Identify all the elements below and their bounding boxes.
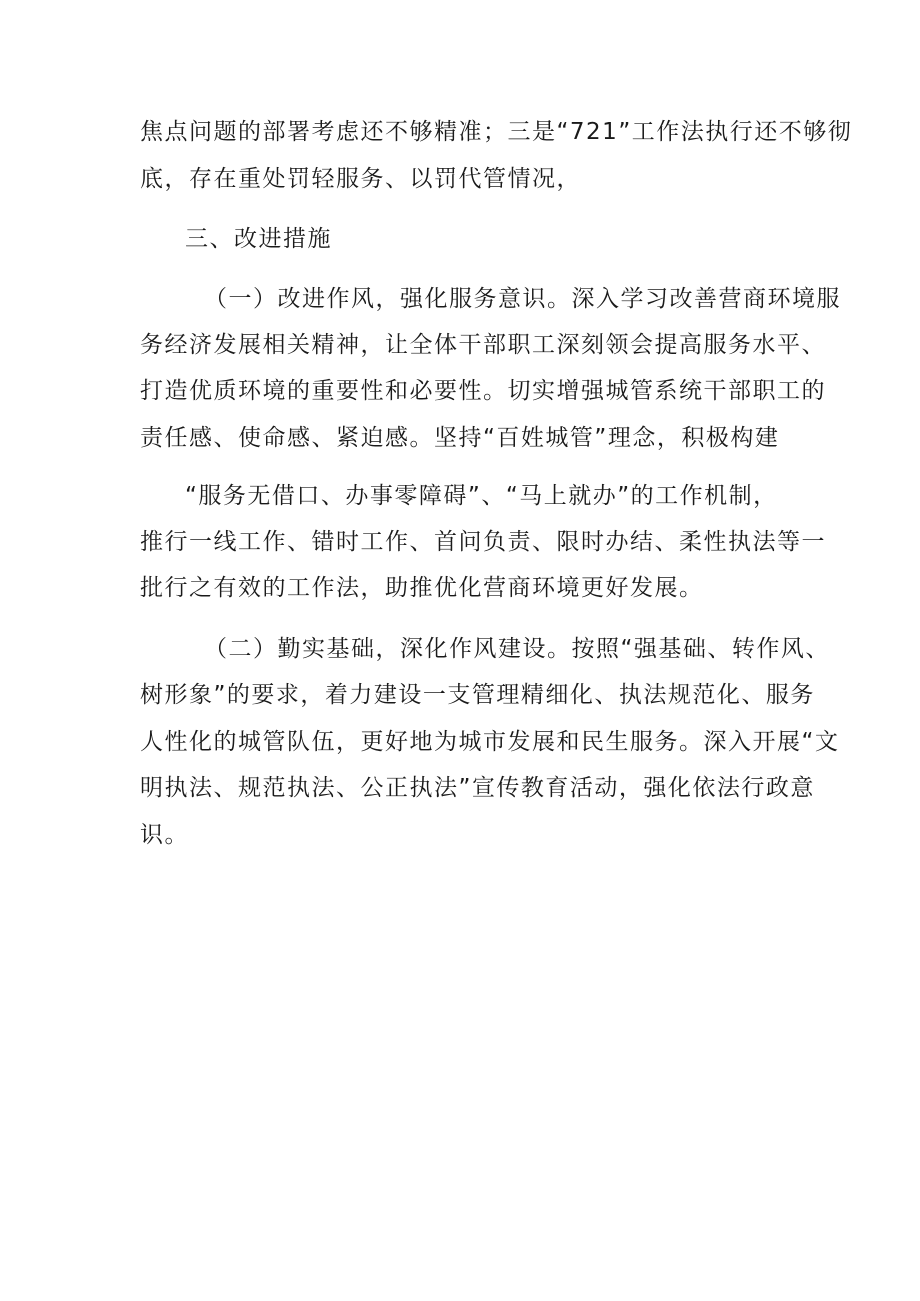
paragraph-line: （二）勤实基础，深化作风建设。按照“强基础、转作风、 — [204, 636, 830, 662]
paragraph-line: 务经济发展相关精神，让全体干部职工深刻领会提高服务水平、 — [140, 332, 826, 358]
paragraph-line: 批行之有效的工作法，助推优化营商环境更好发展。 — [140, 575, 704, 601]
paragraph-line: “服务无借口、办事零障碍”、“马上就办”的工作机制， — [185, 483, 778, 509]
paragraph-line: 人性化的城管队伍，更好地为城市发展和民生服务。深入开展“文 — [140, 729, 840, 755]
paragraph-line: 责任感、使命感、紧迫感。坚持“百姓城管”理念，积极构建 — [140, 425, 780, 451]
paragraph-line: 打造优质环境的重要性和必要性。切实增强城管系统干部职工的 — [140, 378, 826, 404]
section-heading: 三、改进措施 — [185, 226, 332, 252]
paragraph-line: 推行一线工作、错时工作、首问负责、限时办结、柔性执法等一 — [140, 529, 826, 555]
paragraph-line: 树形象”的要求，着力建设一支管理精细化、执法规范化、服务 — [140, 682, 815, 708]
paragraph-line: 底，存在重处罚轻服务、以罚代管情况， — [140, 166, 581, 192]
paragraph-line: 识。 — [140, 822, 189, 848]
paragraph-line: 焦点问题的部署考虑还不够精准；三是“721”工作法执行还不够彻 — [140, 119, 853, 145]
paragraph-line: （一）改进作风，强化服务意识。深入学习改善营商环境服 — [204, 286, 841, 312]
paragraph-line: 明执法、规范执法、公正执法”宣传教育活动，强化依法行政意 — [140, 775, 815, 801]
